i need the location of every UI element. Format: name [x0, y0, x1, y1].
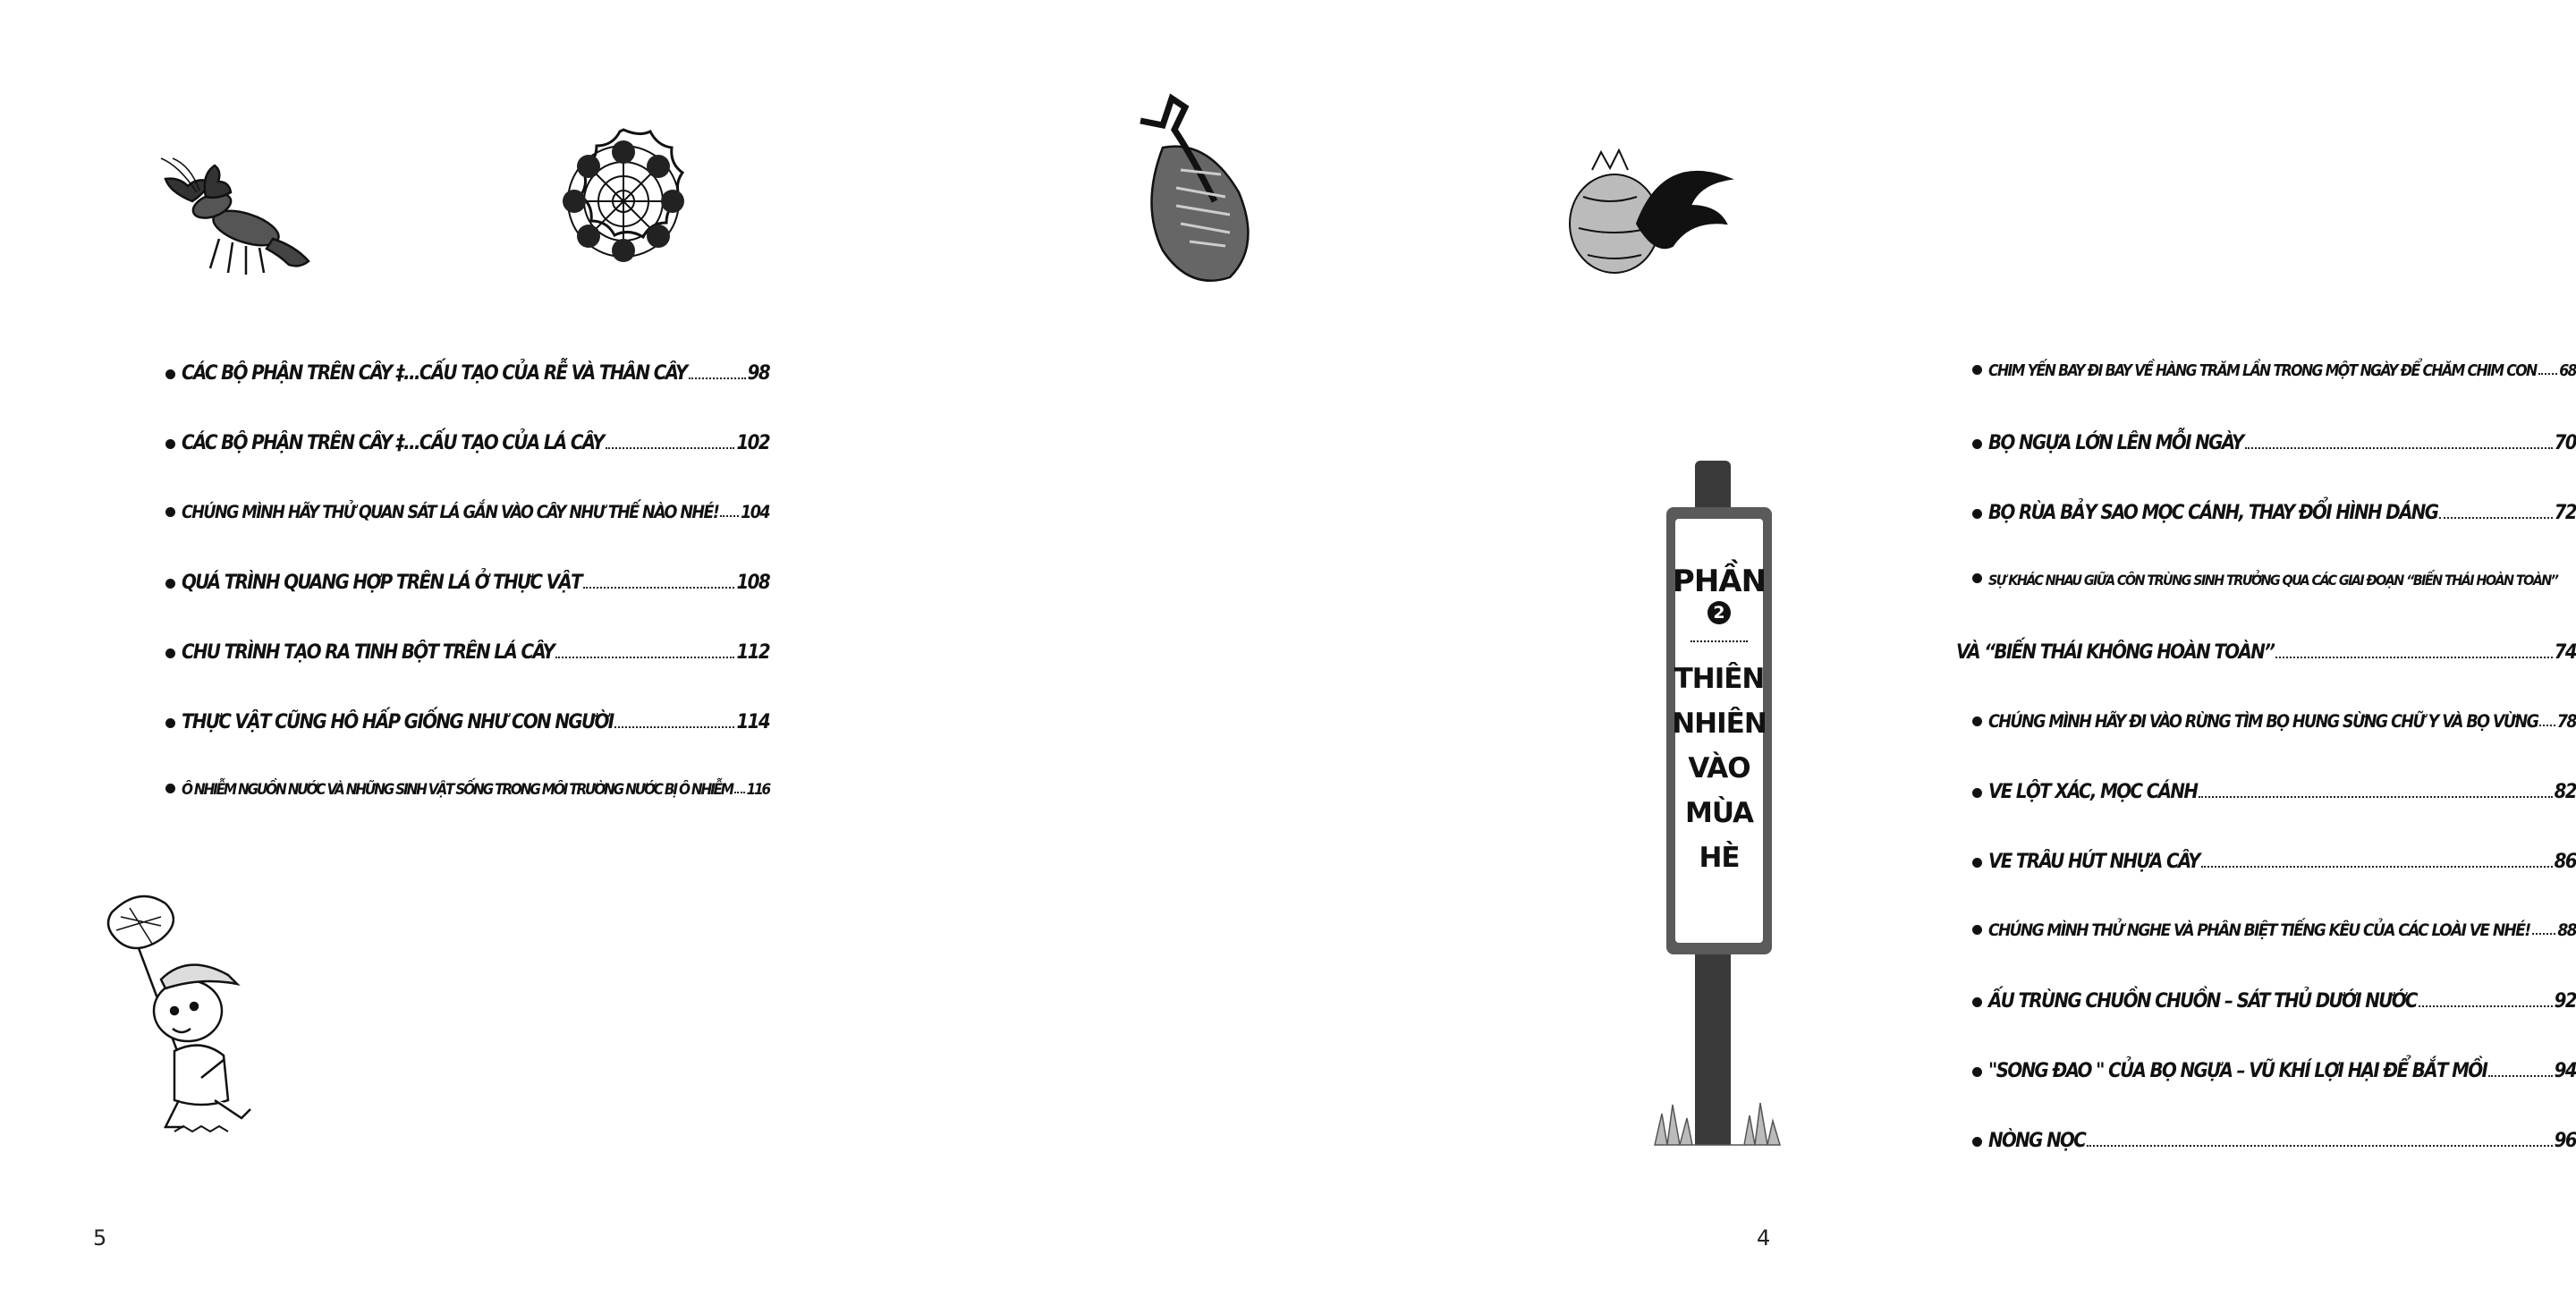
section-name-line: HÈ — [1699, 842, 1740, 874]
leader-dots — [2245, 447, 2553, 449]
toc-entry[interactable] — [165, 781, 769, 851]
toc-entry-page: 82 — [2554, 781, 2576, 803]
toc-entry-title: BỌ NGỰA LỚN LÊN MỖI NGÀY — [1988, 432, 2243, 454]
leader-dots — [2201, 866, 2553, 868]
leader-dots — [720, 515, 739, 517]
toc-entry-page: 70 — [2554, 432, 2576, 454]
section-name-line: MÙA — [1684, 797, 1754, 829]
bullet-icon — [1972, 1067, 1982, 1077]
grass-illustration — [1655, 1096, 1780, 1145]
bullet-icon — [1972, 716, 1982, 726]
leader-dots — [2087, 1145, 2552, 1147]
toc-entry-title: BỌ RÙA BẢY SAO MỌC CÁNH, THAY ĐỔI HÌNH DÁNG — [1988, 502, 2438, 524]
bullet-icon — [165, 369, 175, 379]
bullet-icon — [165, 507, 175, 517]
toc-entry[interactable] — [1972, 432, 2576, 502]
bullet-icon — [165, 784, 175, 793]
fish-skeleton-illustration — [1127, 94, 1279, 286]
leader-dots — [2419, 1005, 2553, 1007]
toc-entry[interactable] — [1972, 781, 2576, 851]
toc-entry[interactable] — [1972, 1130, 2576, 1200]
toc-entry[interactable] — [165, 641, 769, 711]
toc-entry[interactable] — [1972, 362, 2576, 432]
toc-entry-page: 102 — [736, 432, 769, 454]
leader-dots — [2275, 657, 2552, 658]
toc-entry[interactable] — [1972, 502, 2576, 572]
page-number: 4 — [1757, 1225, 1771, 1250]
leader-dots — [555, 657, 734, 658]
toc-entry-title: CHIM YẾN BAY ĐI BAY VỀ HÀNG TRĂM LẦN TRONG MỘT NGÀY ĐỂ CHĂM CHIM CON — [1988, 362, 2537, 380]
toc-entry-title: QUÁ TRÌNH QUANG HỢP TRÊN LÁ Ở THỰC VẬT — [182, 572, 582, 594]
toc-entry-page: 74 — [2554, 641, 2576, 664]
leader-dots — [583, 587, 734, 589]
section-title: PHẦN — [1672, 564, 1767, 599]
toc-entry-page: 86 — [2554, 851, 2576, 873]
bullet-icon — [1972, 573, 1982, 583]
section-number: 2 — [1707, 601, 1731, 624]
bullet-icon — [1972, 925, 1982, 935]
leader-dots — [614, 726, 734, 728]
toc-entry-page: 112 — [736, 641, 769, 664]
section-name-line: NHIÊN — [1672, 708, 1767, 740]
bullet-icon — [1972, 858, 1982, 868]
toc-entry-page: 72 — [2554, 502, 2576, 524]
leader-dots — [2539, 725, 2555, 726]
leader-dots — [2532, 933, 2556, 935]
leader-dots — [2488, 1075, 2552, 1077]
toc-entry-title: CHU TRÌNH TẠO RA TINH BỘT TRÊN LÁ CÂY — [182, 641, 555, 664]
left-page — [0, 0, 929, 1297]
toc-entry[interactable] — [165, 432, 769, 502]
section-divider — [1690, 640, 1748, 642]
toc-entry-title: CHÚNG MÌNH HÃY THỬ QUAN SÁT LÁ GẮN VÀO CÂY NHƯ THẾ NÀO NHÉ! — [182, 502, 719, 522]
table-of-contents-left — [165, 362, 769, 851]
toc-entry-page: 92 — [2554, 990, 2576, 1013]
toc-entry-title: Ô NHIỄM NGUỒN NƯỚC VÀ NHỮNG SINH VẬT SỐNG TRONG MÔI TRƯỜNG NƯỚC BỊ Ô NHIỄM — [182, 781, 733, 799]
toc-entry-page: 68 — [2559, 362, 2576, 380]
leader-dots — [734, 792, 745, 793]
bullet-icon — [165, 648, 175, 658]
bullet-icon — [1972, 365, 1982, 375]
toc-entry[interactable] — [1972, 851, 2576, 920]
toc-entry-title: NÒNG NỌC — [1988, 1130, 2086, 1152]
bullet-icon — [1972, 509, 1982, 519]
leader-dots — [2439, 517, 2552, 519]
toc-entry-title: CHÚNG MÌNH THỬ NGHE VÀ PHÂN BIỆT TIẾNG KÊU CỦA CÁC LOÀI VE NHÉ! — [1988, 920, 2530, 940]
toc-entry-page: 108 — [736, 572, 769, 594]
toc-entry[interactable] — [1972, 572, 2576, 641]
bullet-icon — [165, 579, 175, 589]
page-number: 5 — [93, 1225, 107, 1250]
toc-entry-title: CHÚNG MÌNH HÃY ĐI VÀO RỪNG TÌM BỌ HUNG SỪNG CHỮ Y VÀ BỌ VỪNG — [1988, 711, 2538, 732]
toc-entry-continuation[interactable] — [1956, 641, 2576, 711]
toc-entry-page: 88 — [2557, 920, 2576, 940]
toc-entry-title: THỰC VẬT CŨNG HÔ HẤP GIỐNG NHƯ CON NGƯỜI — [182, 711, 614, 733]
toc-entry-title: SỰ KHÁC NHAU GIỮA CÔN TRÙNG SINH TRƯỞNG QUA CÁC GIAI ĐOẠN “BIẾN THÁI HOÀN TOÀN” — [1988, 572, 2558, 589]
toc-entry-page: 104 — [741, 502, 769, 522]
toc-entry-title: VÀ “BIẾN THÁI KHÔNG HOÀN TOÀN” — [1956, 641, 2275, 664]
toc-entry-page: 116 — [746, 781, 769, 799]
leader-dots — [689, 377, 746, 379]
toc-entry-title: VE LỘT XÁC, MỌC CÁNH — [1988, 781, 2198, 803]
toc-entry[interactable] — [1972, 920, 2576, 990]
toc-entry[interactable] — [165, 711, 769, 781]
table-of-contents-right — [1956, 362, 2576, 1200]
toc-entry-page: 78 — [2556, 711, 2576, 732]
bullet-icon — [165, 439, 175, 449]
toc-entry-page: 94 — [2554, 1060, 2576, 1082]
toc-entry-page: 114 — [736, 711, 769, 733]
toc-entry[interactable] — [165, 502, 769, 572]
spider-web-medallion-illustration — [555, 125, 693, 277]
bullet-icon — [1972, 1137, 1982, 1147]
toc-entry[interactable] — [165, 362, 769, 432]
leader-dots — [2199, 796, 2552, 798]
bullet-icon — [165, 718, 175, 728]
toc-entry[interactable] — [165, 572, 769, 641]
toc-entry[interactable] — [1972, 711, 2576, 781]
toc-entry-page: 98 — [747, 362, 769, 385]
toc-entry-title: ẤU TRÙNG CHUỒN CHUỒN – SÁT THỦ DƯỚI NƯỚC — [1988, 990, 2417, 1013]
toc-entry[interactable] — [1972, 1060, 2576, 1130]
toc-entry-title: "SONG ĐAO " CỦA BỌ NGỰA – VŨ KHÍ LỢI HẠI ĐỂ BẮT MỒI — [1988, 1060, 2487, 1082]
section-name-line: THIÊN — [1674, 663, 1765, 695]
toc-entry-page: 96 — [2554, 1130, 2576, 1152]
bullet-icon — [1972, 997, 1982, 1007]
section-name-line: VÀO — [1688, 752, 1750, 784]
toc-entry[interactable] — [1972, 990, 2576, 1060]
section-sign — [1672, 519, 1767, 943]
leader-dots — [2538, 373, 2558, 375]
toc-entry-title: CÁC BỘ PHẬN TRÊN CÂY ‡...CẤU TẠO CỦA LÁ CÂY — [182, 432, 604, 454]
toc-entry-title: CÁC BỘ PHẬN TRÊN CÂY ‡...CẤU TẠO CỦA RỄ VÀ THÂN CÂY — [182, 362, 687, 385]
toc-entry-title: VE TRÂU HÚT NHỰA CÂY — [1988, 851, 2199, 873]
bullet-icon — [1972, 788, 1982, 798]
bullet-icon — [1972, 439, 1982, 449]
bird-nest-illustration — [1556, 143, 1735, 286]
boy-with-bug-net-illustration — [103, 894, 318, 1145]
crayfish-illustration — [157, 157, 326, 277]
leader-dots — [606, 447, 735, 449]
